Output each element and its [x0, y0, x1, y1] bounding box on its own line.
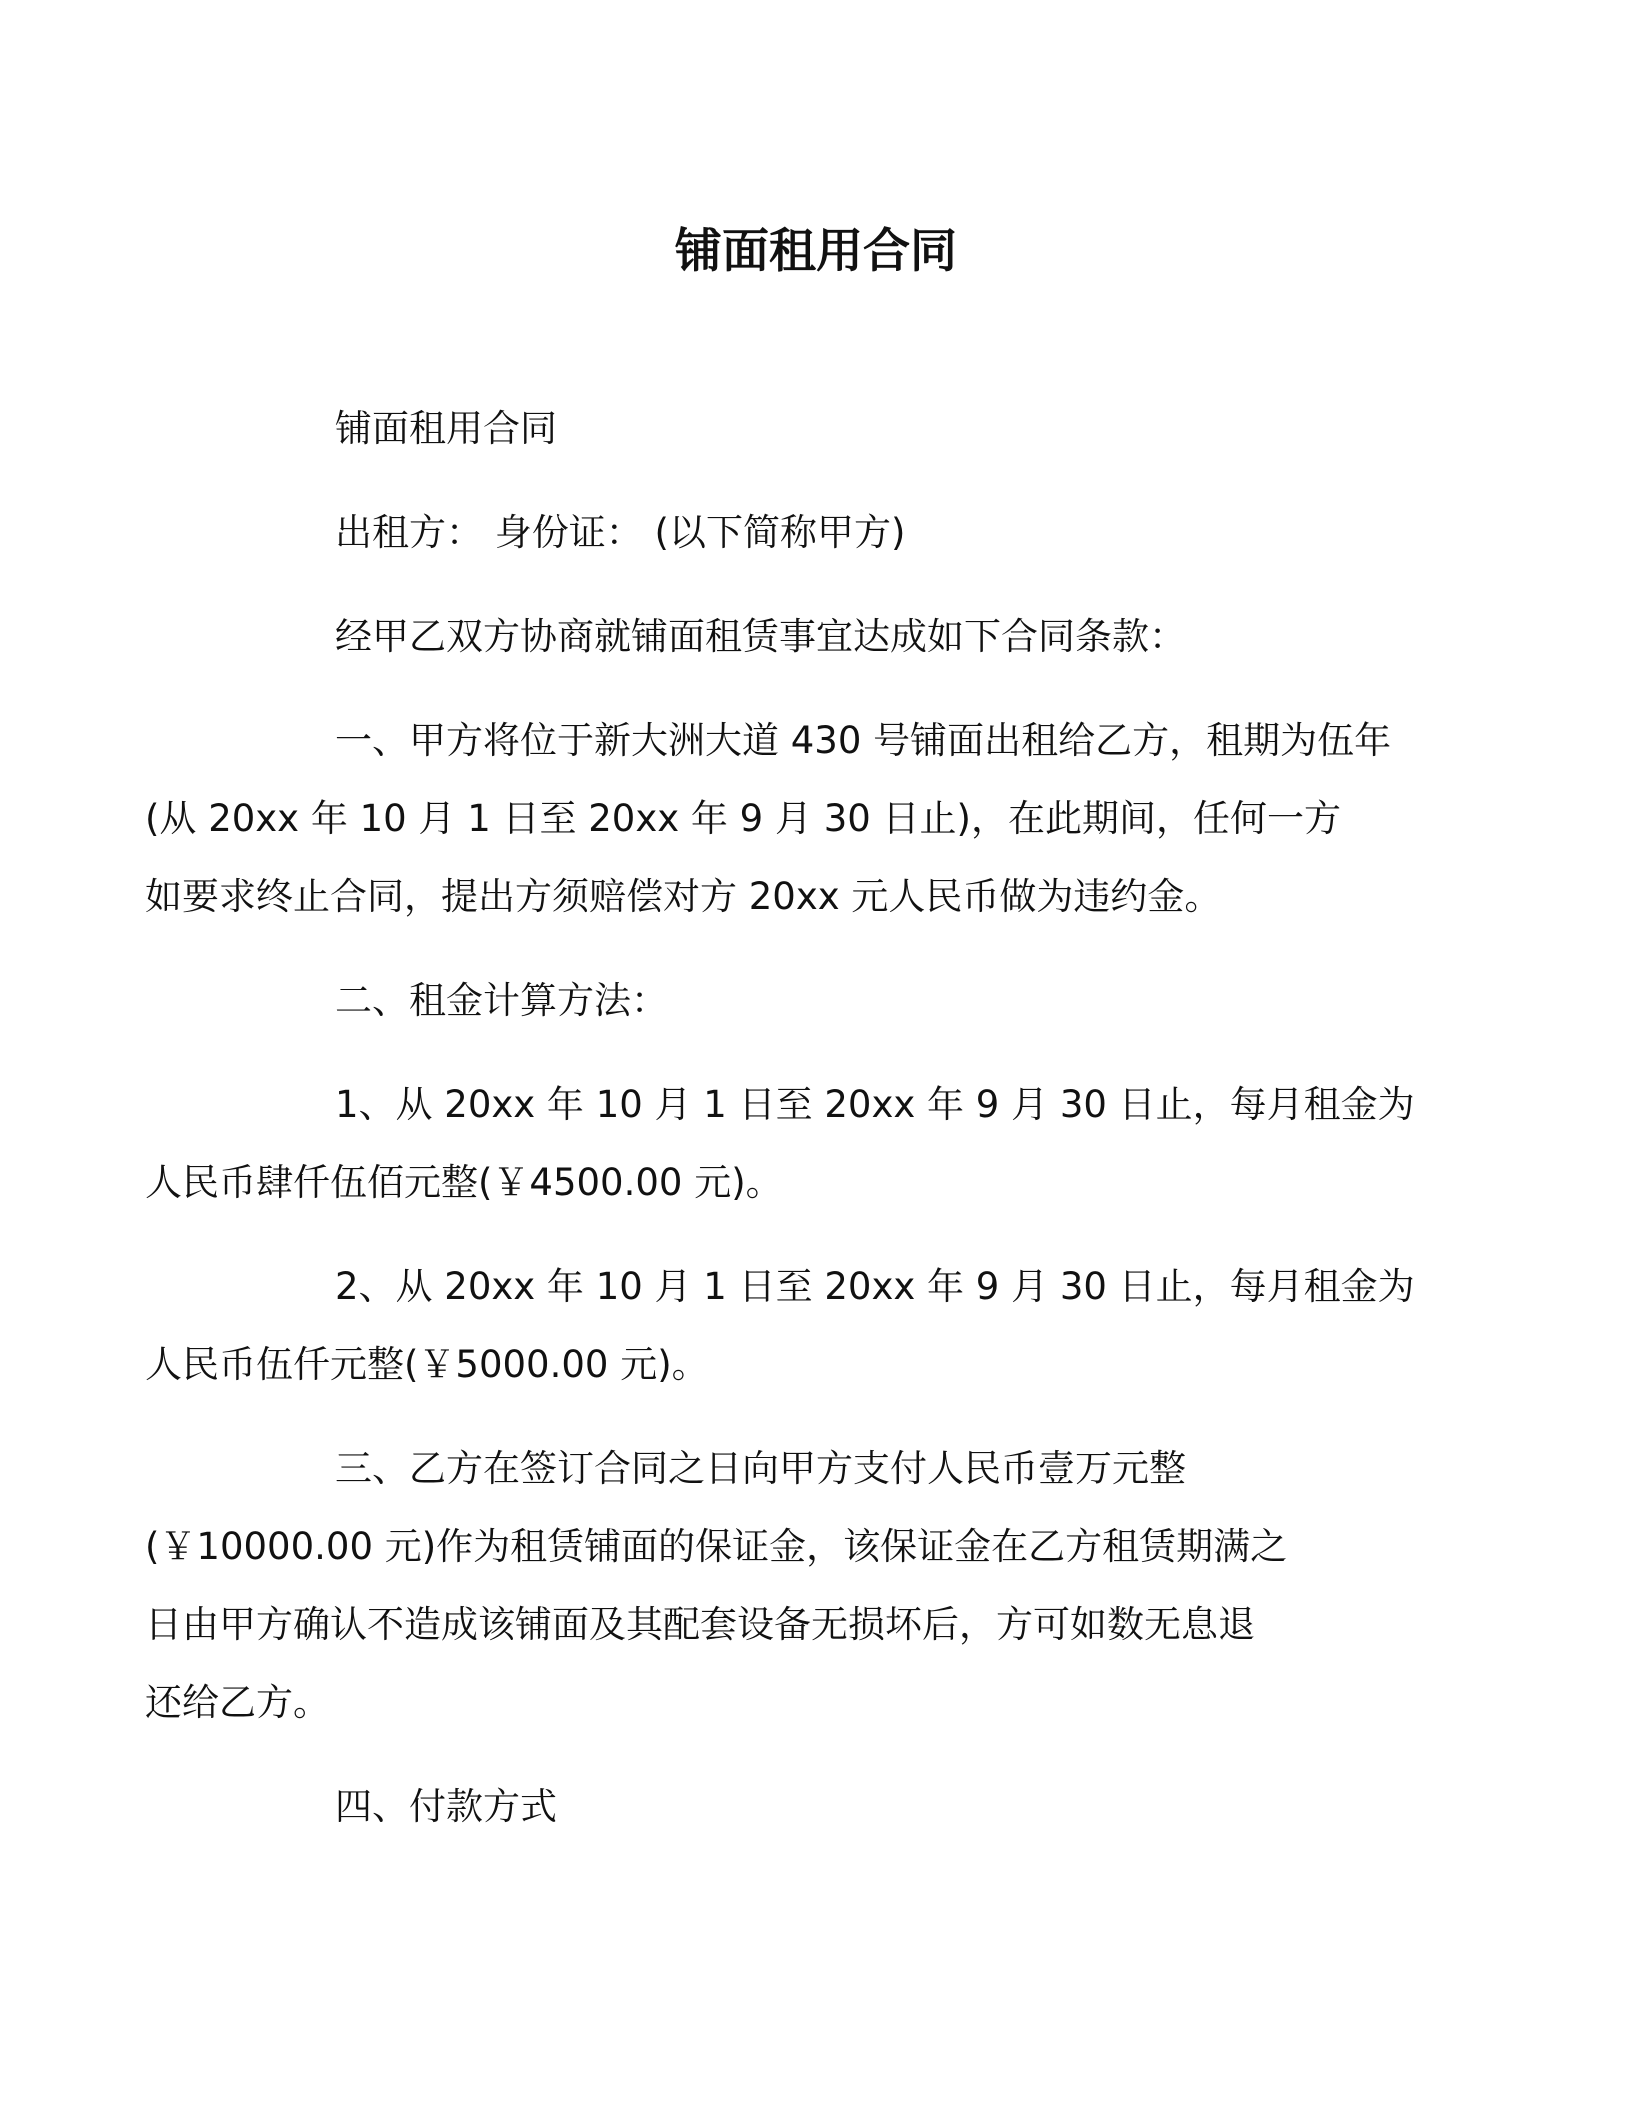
paragraph-line: 还给乙方。 — [145, 1681, 330, 1724]
paragraph-line: 2、从 20xx 年 10 月 1 日至 20xx 年 9 月 30 日止，每月租金为 — [335, 1265, 1415, 1308]
paragraph-line: 1、从 20xx 年 10 月 1 日至 20xx 年 9 月 30 日止，每月租金为 — [335, 1083, 1415, 1126]
paragraph-lessor — [240, 494, 1392, 572]
paragraph-line: 出租方： 身份证： (以下简称甲方) — [335, 511, 906, 554]
document-body — [145, 390, 1415, 1872]
paragraph-clause-2 — [240, 962, 1392, 1040]
paragraph-line: (从 20xx 年 10 月 1 日至 20xx 年 9 月 30 日止)，在此期间，任何一方 — [145, 797, 1341, 840]
paragraph-clause-3 — [145, 1430, 1392, 1742]
paragraph-line: 人民币肆仟伍佰元整(￥4500.00 元)。 — [145, 1161, 783, 1204]
paragraph-line: (￥10000.00 元)作为租赁铺面的保证金，该保证金在乙方租赁期满之 — [145, 1525, 1288, 1568]
paragraph-line: 三、乙方在签订合同之日向甲方支付人民币壹万元整 — [335, 1447, 1186, 1490]
paragraph-line: 四、付款方式 — [335, 1785, 557, 1828]
paragraph-line: 如要求终止合同，提出方须赔偿对方 20xx 元人民币做为违约金。 — [145, 875, 1222, 918]
paragraph-rent-2 — [145, 1248, 1415, 1404]
paragraph-line: 经甲乙双方协商就铺面租赁事宜达成如下合同条款： — [335, 615, 1186, 658]
paragraph-heading — [240, 390, 1392, 468]
paragraph-line: 人民币伍仟元整(￥5000.00 元)。 — [145, 1343, 709, 1386]
paragraph-intro — [240, 598, 1392, 676]
paragraph-line: 二、租金计算方法： — [335, 979, 668, 1022]
paragraph-line: 铺面租用合同 — [335, 407, 557, 450]
paragraph-clause-1 — [145, 702, 1392, 936]
paragraph-line: 一、甲方将位于新大洲大道 430 号铺面出租给乙方，租期为伍年 — [335, 719, 1392, 762]
paragraph-rent-1 — [145, 1066, 1415, 1222]
paragraph-line: 日由甲方确认不造成该铺面及其配套设备无损坏后，方可如数无息退 — [145, 1603, 1255, 1646]
document-title: 铺面租用合同 — [675, 224, 957, 279]
paragraph-clause-4 — [240, 1768, 1392, 1846]
